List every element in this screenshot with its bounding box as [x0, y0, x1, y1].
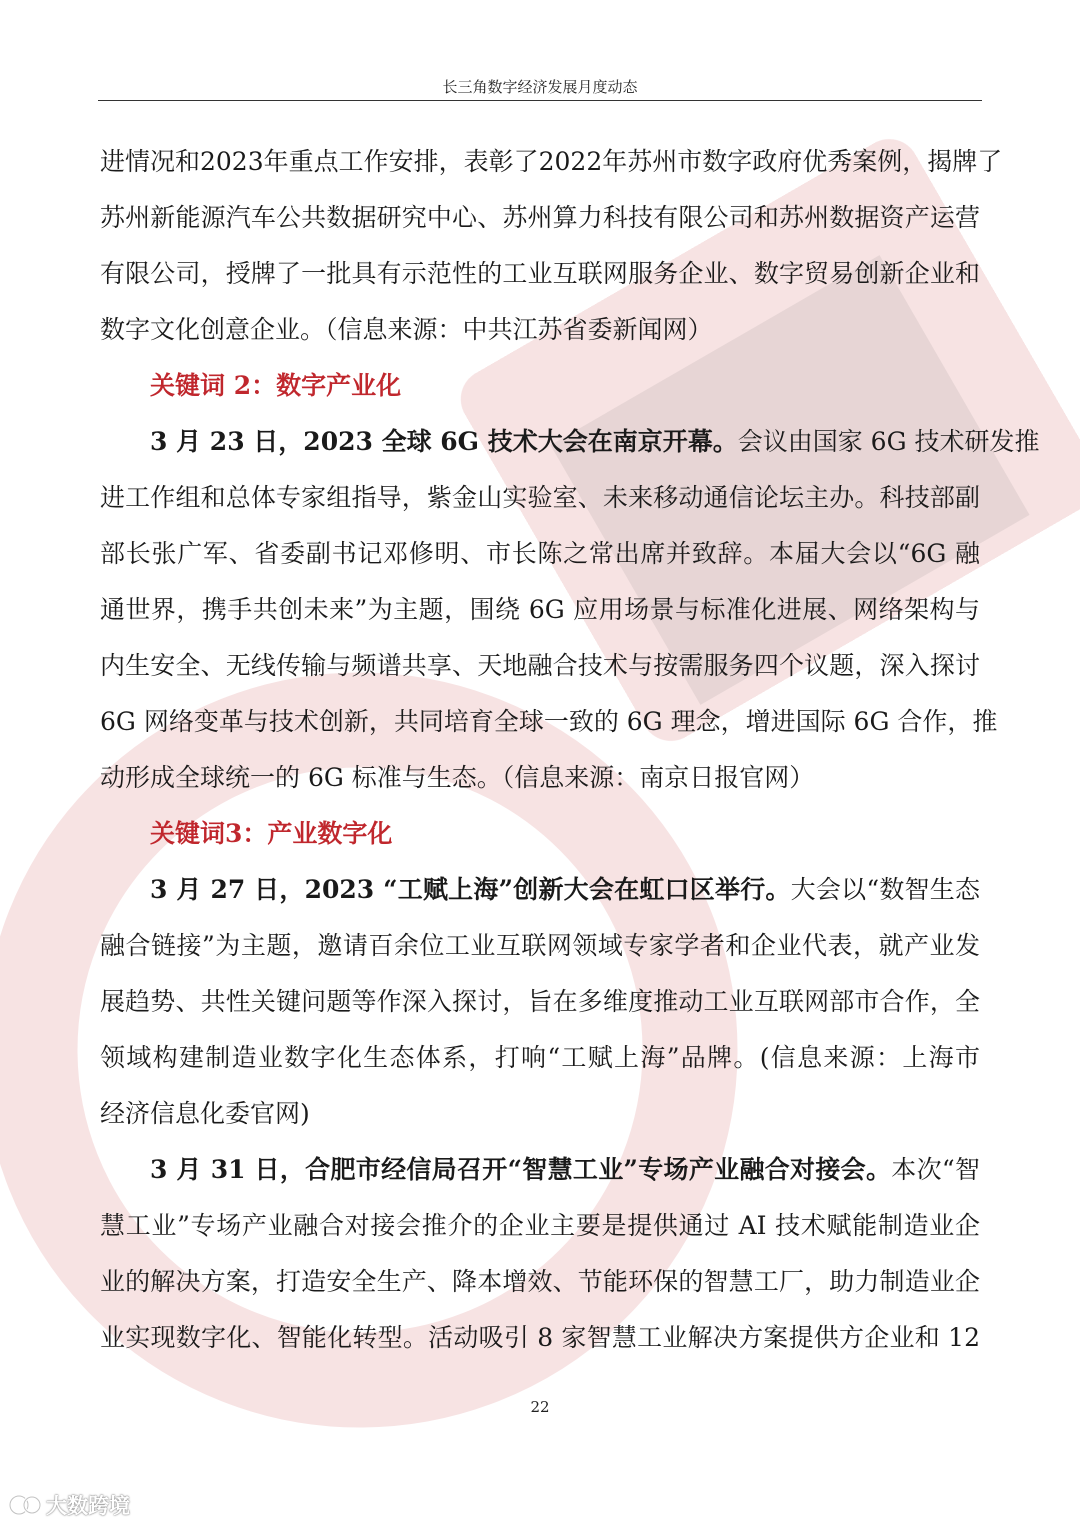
text-line: 有限公司，授牌了一批具有示范性的工业互联网服务企业、数字贸易创新企业和 — [100, 259, 980, 288]
keyword-heading-3: 关键词3：产业数字化 — [150, 819, 393, 848]
text-line: 进工作组和总体专家组指导，紫金山实验室、未来移动通信论坛主办。科技部副 — [100, 483, 980, 512]
text-line: 6G 网络变革与技术创新，共同培育全球一致的 6G 理念，增进国际 6G 合作，推 — [100, 707, 998, 736]
eye-logo-icon — [8, 1492, 42, 1518]
document-body — [100, 134, 1040, 1366]
text-line: 经济信息化委官网) — [100, 1099, 310, 1128]
lead-rest: 会议由国家 6G 技术研发推 — [737, 427, 1040, 456]
text-line: 数字文化创意企业。（信息来源：中共江苏省委新闻网） — [100, 315, 713, 344]
page-header: 长三角数字经济发展月度动态 — [442, 78, 638, 96]
text-line: 融合链接”为主题，邀请百余位工业互联网领域专家学者和企业代表，就产业发 — [100, 931, 980, 960]
lead-bold: 3 月 31 日，合肥市经信局召开“智慧工业”专场产业融合对接会。 — [150, 1155, 892, 1184]
text-line-lead — [100, 1142, 980, 1198]
paragraph-1 — [100, 134, 1003, 358]
keyword-heading-2: 关键词 2：数字产业化 — [150, 371, 402, 400]
text-line: 领域构建制造业数字化生态体系，打响“工赋上海”品牌。(信息来源：上海市 — [100, 1043, 980, 1072]
paragraph-4 — [100, 1142, 980, 1366]
header-divider — [98, 100, 982, 101]
paragraph-2 — [100, 414, 1040, 806]
corner-watermark-text: 大数跨境 — [46, 1494, 130, 1518]
lead-bold: 3 月 27 日，2023 “工赋上海”创新大会在虹口区举行。 — [150, 875, 791, 904]
text-line: 业实现数字化、智能化转型。活动吸引 8 家智慧工业解决方案提供方企业和 12 — [100, 1323, 980, 1352]
text-line: 进情况和2023年重点工作安排，表彰了2022年苏州市数字政府优秀案例，揭牌了 — [100, 147, 1003, 176]
text-line-lead — [100, 862, 980, 918]
lead-rest: 本次“智 — [891, 1155, 981, 1184]
text-line: 通世界，携手共创未来”为主题，围绕 6G 应用场景与标准化进展、网络架构与 — [100, 595, 980, 624]
text-line: 业的解决方案，打造安全生产、降本增效、节能环保的智慧工厂，助力制造业企 — [100, 1267, 980, 1296]
text-line: 慧工业”专场产业融合对接会推介的企业主要是提供通过 AI 技术赋能制造业企 — [100, 1211, 980, 1240]
page-number: 22 — [530, 1398, 550, 1416]
text-line: 动形成全球统一的 6G 标准与生态。（信息来源：南京日报官网） — [100, 763, 815, 792]
lead-bold: 3 月 23 日，2023 全球 6G 技术大会在南京开幕。 — [150, 427, 738, 456]
text-line: 内生安全、无线传输与频谱共享、天地融合技术与按需服务四个议题，深入探讨 — [100, 651, 980, 680]
lead-rest: 大会以“数智生态 — [790, 875, 980, 904]
text-line: 展趋势、共性关键问题等作深入探讨，旨在多维度推动工业互联网部市合作，全 — [100, 987, 980, 1016]
corner-watermark — [8, 1490, 130, 1520]
text-line: 部长张广军、省委副书记邓修明、市长陈之常出席并致辞。本届大会以“6G 融 — [100, 539, 980, 568]
text-line: 苏州新能源汽车公共数据研究中心、苏州算力科技有限公司和苏州数据资产运营 — [100, 203, 980, 232]
text-line-lead — [100, 414, 1040, 470]
paragraph-3 — [100, 862, 980, 1142]
